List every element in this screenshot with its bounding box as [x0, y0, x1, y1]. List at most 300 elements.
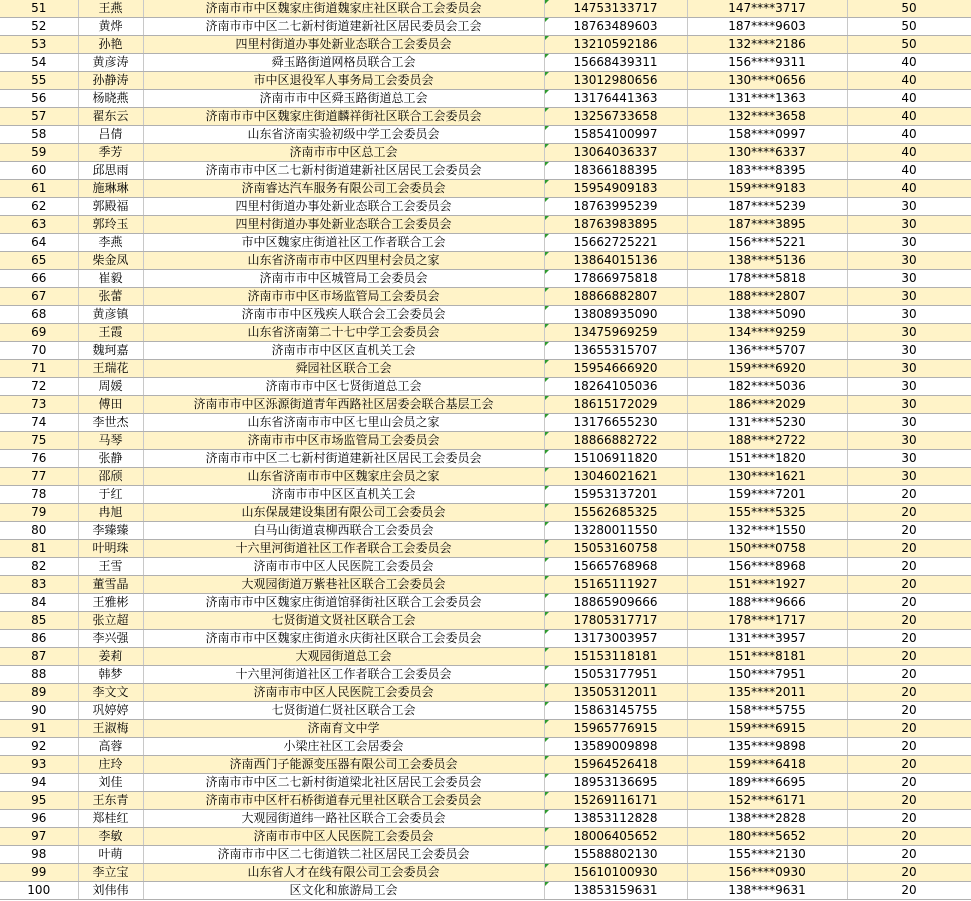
row-number-cell[interactable]: 98	[0, 846, 78, 864]
phone-cell[interactable]: 18366188395	[544, 162, 687, 180]
phone-cell[interactable]: 18763983895	[544, 216, 687, 234]
name-cell[interactable]: 王东青	[78, 792, 143, 810]
value-cell[interactable]: 40	[847, 180, 971, 198]
phone-cell[interactable]: 13280011550	[544, 522, 687, 540]
organization-cell[interactable]: 山东省济南市市中区七里山会员之家	[143, 414, 544, 432]
row-number-cell[interactable]: 93	[0, 756, 78, 774]
name-cell[interactable]: 李臻臻	[78, 522, 143, 540]
value-cell[interactable]: 20	[847, 666, 971, 684]
masked-phone-cell[interactable]: 156****5221	[687, 234, 847, 252]
name-cell[interactable]: 于红	[78, 486, 143, 504]
organization-cell[interactable]: 山东省济南市市中区魏家庄会员之家	[143, 468, 544, 486]
row-number-cell[interactable]: 75	[0, 432, 78, 450]
name-cell[interactable]: 叶萌	[78, 846, 143, 864]
name-cell[interactable]: 高蓉	[78, 738, 143, 756]
row-number-cell[interactable]: 65	[0, 252, 78, 270]
masked-phone-cell[interactable]: 151****1927	[687, 576, 847, 594]
organization-cell[interactable]: 十六里河街道社区工作者联合工会委员会	[143, 666, 544, 684]
masked-phone-cell[interactable]: 187****9603	[687, 18, 847, 36]
phone-cell[interactable]: 15106911820	[544, 450, 687, 468]
name-cell[interactable]: 孙艳	[78, 36, 143, 54]
row-number-cell[interactable]: 94	[0, 774, 78, 792]
value-cell[interactable]: 30	[847, 234, 971, 252]
masked-phone-cell[interactable]: 188****2807	[687, 288, 847, 306]
organization-cell[interactable]: 大观园街道万紫巷社区联合工会委员会	[143, 576, 544, 594]
phone-cell[interactable]: 15662725221	[544, 234, 687, 252]
value-cell[interactable]: 30	[847, 198, 971, 216]
name-cell[interactable]: 李敏	[78, 828, 143, 846]
value-cell[interactable]: 20	[847, 846, 971, 864]
organization-cell[interactable]: 济南市市中区杆石桥街道春元里社区联合工会委员会	[143, 792, 544, 810]
value-cell[interactable]: 30	[847, 414, 971, 432]
masked-phone-cell[interactable]: 138****9631	[687, 882, 847, 900]
row-number-cell[interactable]: 64	[0, 234, 78, 252]
masked-phone-cell[interactable]: 138****5136	[687, 252, 847, 270]
masked-phone-cell[interactable]: 159****7201	[687, 486, 847, 504]
phone-cell[interactable]: 13012980656	[544, 72, 687, 90]
row-number-cell[interactable]: 100	[0, 882, 78, 900]
row-number-cell[interactable]: 63	[0, 216, 78, 234]
row-number-cell[interactable]: 85	[0, 612, 78, 630]
organization-cell[interactable]: 舜园社区联合工会	[143, 360, 544, 378]
value-cell[interactable]: 30	[847, 450, 971, 468]
organization-cell[interactable]: 济南市市中区二七新村街道建新社区居民委员会工会	[143, 18, 544, 36]
row-number-cell[interactable]: 88	[0, 666, 78, 684]
phone-cell[interactable]: 15665768968	[544, 558, 687, 576]
value-cell[interactable]: 30	[847, 288, 971, 306]
row-number-cell[interactable]: 70	[0, 342, 78, 360]
row-number-cell[interactable]: 52	[0, 18, 78, 36]
row-number-cell[interactable]: 76	[0, 450, 78, 468]
masked-phone-cell[interactable]: 135****9898	[687, 738, 847, 756]
phone-cell[interactable]: 15562685325	[544, 504, 687, 522]
masked-phone-cell[interactable]: 135****2011	[687, 684, 847, 702]
organization-cell[interactable]: 舜玉路街道网格员联合工会	[143, 54, 544, 72]
row-number-cell[interactable]: 79	[0, 504, 78, 522]
value-cell[interactable]: 20	[847, 486, 971, 504]
masked-phone-cell[interactable]: 180****5652	[687, 828, 847, 846]
organization-cell[interactable]: 济南市市中区人民医院工会委员会	[143, 558, 544, 576]
value-cell[interactable]: 20	[847, 702, 971, 720]
phone-cell[interactable]: 13853112828	[544, 810, 687, 828]
name-cell[interactable]: 邵颀	[78, 468, 143, 486]
phone-cell[interactable]: 18615172029	[544, 396, 687, 414]
row-number-cell[interactable]: 72	[0, 378, 78, 396]
value-cell[interactable]: 20	[847, 594, 971, 612]
phone-cell[interactable]: 13864015136	[544, 252, 687, 270]
masked-phone-cell[interactable]: 159****6418	[687, 756, 847, 774]
organization-cell[interactable]: 济南育文中学	[143, 720, 544, 738]
masked-phone-cell[interactable]: 182****5036	[687, 378, 847, 396]
masked-phone-cell[interactable]: 132****1550	[687, 522, 847, 540]
name-cell[interactable]: 施琳琳	[78, 180, 143, 198]
phone-cell[interactable]: 14753133717	[544, 0, 687, 18]
organization-cell[interactable]: 济南市市中区泺源街道青年西路社区居委会联合基层工会	[143, 396, 544, 414]
name-cell[interactable]: 李兴强	[78, 630, 143, 648]
masked-phone-cell[interactable]: 188****9666	[687, 594, 847, 612]
value-cell[interactable]: 30	[847, 324, 971, 342]
name-cell[interactable]: 张立超	[78, 612, 143, 630]
name-cell[interactable]: 邱思雨	[78, 162, 143, 180]
organization-cell[interactable]: 四里村街道办事处新业态联合工会委员会	[143, 216, 544, 234]
row-number-cell[interactable]: 87	[0, 648, 78, 666]
masked-phone-cell[interactable]: 151****1820	[687, 450, 847, 468]
name-cell[interactable]: 王瑞花	[78, 360, 143, 378]
value-cell[interactable]: 20	[847, 522, 971, 540]
organization-cell[interactable]: 济南西门子能源变压器有限公司工会委员会	[143, 756, 544, 774]
phone-cell[interactable]: 13064036337	[544, 144, 687, 162]
masked-phone-cell[interactable]: 155****2130	[687, 846, 847, 864]
organization-cell[interactable]: 济南市市中区二七新村街道建新社区居民工会委员会	[143, 162, 544, 180]
row-number-cell[interactable]: 97	[0, 828, 78, 846]
masked-phone-cell[interactable]: 131****1363	[687, 90, 847, 108]
row-number-cell[interactable]: 66	[0, 270, 78, 288]
name-cell[interactable]: 庄玲	[78, 756, 143, 774]
value-cell[interactable]: 40	[847, 162, 971, 180]
row-number-cell[interactable]: 51	[0, 0, 78, 18]
phone-cell[interactable]: 13808935090	[544, 306, 687, 324]
phone-cell[interactable]: 13505312011	[544, 684, 687, 702]
row-number-cell[interactable]: 60	[0, 162, 78, 180]
name-cell[interactable]: 黄彦镇	[78, 306, 143, 324]
organization-cell[interactable]: 济南市市中区区直机关工会	[143, 486, 544, 504]
masked-phone-cell[interactable]: 132****3658	[687, 108, 847, 126]
name-cell[interactable]: 王雅彬	[78, 594, 143, 612]
masked-phone-cell[interactable]: 136****5707	[687, 342, 847, 360]
organization-cell[interactable]: 四里村街道办事处新业态联合工会委员会	[143, 198, 544, 216]
name-cell[interactable]: 周媛	[78, 378, 143, 396]
name-cell[interactable]: 崔毅	[78, 270, 143, 288]
phone-cell[interactable]: 13176441363	[544, 90, 687, 108]
masked-phone-cell[interactable]: 158****0997	[687, 126, 847, 144]
name-cell[interactable]: 孙静涛	[78, 72, 143, 90]
name-cell[interactable]: 郭殿福	[78, 198, 143, 216]
row-number-cell[interactable]: 69	[0, 324, 78, 342]
value-cell[interactable]: 30	[847, 342, 971, 360]
value-cell[interactable]: 40	[847, 72, 971, 90]
row-number-cell[interactable]: 74	[0, 414, 78, 432]
row-number-cell[interactable]: 73	[0, 396, 78, 414]
phone-cell[interactable]: 15965776915	[544, 720, 687, 738]
phone-cell[interactable]: 15053160758	[544, 540, 687, 558]
value-cell[interactable]: 20	[847, 648, 971, 666]
masked-phone-cell[interactable]: 150****7951	[687, 666, 847, 684]
organization-cell[interactable]: 十六里河街道社区工作者联合工会委员会	[143, 540, 544, 558]
value-cell[interactable]: 20	[847, 576, 971, 594]
organization-cell[interactable]: 济南睿达汽车服务有限公司工会委员会	[143, 180, 544, 198]
name-cell[interactable]: 黄烨	[78, 18, 143, 36]
value-cell[interactable]: 20	[847, 558, 971, 576]
masked-phone-cell[interactable]: 156****8968	[687, 558, 847, 576]
organization-cell[interactable]: 山东省济南实验初级中学工会委员会	[143, 126, 544, 144]
organization-cell[interactable]: 济南市市中区总工会	[143, 144, 544, 162]
organization-cell[interactable]: 济南市市中区市场监管局工会委员会	[143, 432, 544, 450]
row-number-cell[interactable]: 86	[0, 630, 78, 648]
phone-cell[interactable]: 15053177951	[544, 666, 687, 684]
name-cell[interactable]: 韩梦	[78, 666, 143, 684]
row-number-cell[interactable]: 82	[0, 558, 78, 576]
row-number-cell[interactable]: 59	[0, 144, 78, 162]
masked-phone-cell[interactable]: 158****5755	[687, 702, 847, 720]
organization-cell[interactable]: 济南市市中区魏家庄街道魏家庄社区联合工会委员会	[143, 0, 544, 18]
masked-phone-cell[interactable]: 130****1621	[687, 468, 847, 486]
masked-phone-cell[interactable]: 131****3957	[687, 630, 847, 648]
name-cell[interactable]: 柴金凤	[78, 252, 143, 270]
phone-cell[interactable]: 18953136695	[544, 774, 687, 792]
name-cell[interactable]: 冉旭	[78, 504, 143, 522]
row-number-cell[interactable]: 91	[0, 720, 78, 738]
organization-cell[interactable]: 四里村街道办事处新业态联合工会委员会	[143, 36, 544, 54]
organization-cell[interactable]: 七贤街道仁贤社区联合工会	[143, 702, 544, 720]
name-cell[interactable]: 黄彦涛	[78, 54, 143, 72]
row-number-cell[interactable]: 84	[0, 594, 78, 612]
masked-phone-cell[interactable]: 178****1717	[687, 612, 847, 630]
value-cell[interactable]: 40	[847, 144, 971, 162]
masked-phone-cell[interactable]: 134****9259	[687, 324, 847, 342]
masked-phone-cell[interactable]: 189****6695	[687, 774, 847, 792]
phone-cell[interactable]: 18866882722	[544, 432, 687, 450]
phone-cell[interactable]: 13475969259	[544, 324, 687, 342]
row-number-cell[interactable]: 62	[0, 198, 78, 216]
organization-cell[interactable]: 七贤街道文贤社区联合工会	[143, 612, 544, 630]
phone-cell[interactable]: 18763995239	[544, 198, 687, 216]
phone-cell[interactable]: 15953137201	[544, 486, 687, 504]
masked-phone-cell[interactable]: 152****6171	[687, 792, 847, 810]
name-cell[interactable]: 王雪	[78, 558, 143, 576]
row-number-cell[interactable]: 78	[0, 486, 78, 504]
organization-cell[interactable]: 大观园街道总工会	[143, 648, 544, 666]
organization-cell[interactable]: 山东省济南第二十七中学工会委员会	[143, 324, 544, 342]
value-cell[interactable]: 30	[847, 270, 971, 288]
row-number-cell[interactable]: 80	[0, 522, 78, 540]
phone-cell[interactable]: 13853159631	[544, 882, 687, 900]
organization-cell[interactable]: 济南市市中区二七新村街道建新社区居民工会委员会	[143, 450, 544, 468]
name-cell[interactable]: 吕倩	[78, 126, 143, 144]
value-cell[interactable]: 30	[847, 432, 971, 450]
name-cell[interactable]: 刘佳	[78, 774, 143, 792]
row-number-cell[interactable]: 56	[0, 90, 78, 108]
row-number-cell[interactable]: 57	[0, 108, 78, 126]
name-cell[interactable]: 魏珂嘉	[78, 342, 143, 360]
value-cell[interactable]: 20	[847, 756, 971, 774]
row-number-cell[interactable]: 67	[0, 288, 78, 306]
row-number-cell[interactable]: 92	[0, 738, 78, 756]
row-number-cell[interactable]: 53	[0, 36, 78, 54]
phone-cell[interactable]: 15668439311	[544, 54, 687, 72]
masked-phone-cell[interactable]: 131****5230	[687, 414, 847, 432]
phone-cell[interactable]: 18866882807	[544, 288, 687, 306]
phone-cell[interactable]: 18865909666	[544, 594, 687, 612]
row-number-cell[interactable]: 83	[0, 576, 78, 594]
organization-cell[interactable]: 山东省济南市市中区四里村会员之家	[143, 252, 544, 270]
value-cell[interactable]: 40	[847, 54, 971, 72]
row-number-cell[interactable]: 68	[0, 306, 78, 324]
value-cell[interactable]: 20	[847, 630, 971, 648]
masked-phone-cell[interactable]: 178****5818	[687, 270, 847, 288]
phone-cell[interactable]: 13589009898	[544, 738, 687, 756]
name-cell[interactable]: 王燕	[78, 0, 143, 18]
masked-phone-cell[interactable]: 156****0930	[687, 864, 847, 882]
row-number-cell[interactable]: 90	[0, 702, 78, 720]
phone-cell[interactable]: 15165111927	[544, 576, 687, 594]
row-number-cell[interactable]: 55	[0, 72, 78, 90]
masked-phone-cell[interactable]: 183****8395	[687, 162, 847, 180]
organization-cell[interactable]: 济南市市中区魏家庄街道麟祥街社区联合工会委员会	[143, 108, 544, 126]
phone-cell[interactable]: 18763489603	[544, 18, 687, 36]
organization-cell[interactable]: 市中区魏家庄街道社区工作者联合工会	[143, 234, 544, 252]
name-cell[interactable]: 李世杰	[78, 414, 143, 432]
masked-phone-cell[interactable]: 186****2029	[687, 396, 847, 414]
organization-cell[interactable]: 济南市市中区魏家庄街道馆驿街社区联合工会委员会	[143, 594, 544, 612]
name-cell[interactable]: 杨晓燕	[78, 90, 143, 108]
masked-phone-cell[interactable]: 150****0758	[687, 540, 847, 558]
name-cell[interactable]: 季芳	[78, 144, 143, 162]
masked-phone-cell[interactable]: 147****3717	[687, 0, 847, 18]
organization-cell[interactable]: 济南市市中区魏家庄街道永庆街社区联合工会委员会	[143, 630, 544, 648]
name-cell[interactable]: 张蕾	[78, 288, 143, 306]
phone-cell[interactable]: 15153118181	[544, 648, 687, 666]
row-number-cell[interactable]: 96	[0, 810, 78, 828]
organization-cell[interactable]: 济南市市中区七贤街道总工会	[143, 378, 544, 396]
row-number-cell[interactable]: 89	[0, 684, 78, 702]
row-number-cell[interactable]: 81	[0, 540, 78, 558]
value-cell[interactable]: 20	[847, 792, 971, 810]
masked-phone-cell[interactable]: 156****9311	[687, 54, 847, 72]
value-cell[interactable]: 20	[847, 882, 971, 900]
masked-phone-cell[interactable]: 132****2186	[687, 36, 847, 54]
value-cell[interactable]: 20	[847, 738, 971, 756]
row-number-cell[interactable]: 77	[0, 468, 78, 486]
name-cell[interactable]: 傅田	[78, 396, 143, 414]
masked-phone-cell[interactable]: 130****0656	[687, 72, 847, 90]
masked-phone-cell[interactable]: 159****6920	[687, 360, 847, 378]
name-cell[interactable]: 张静	[78, 450, 143, 468]
row-number-cell[interactable]: 71	[0, 360, 78, 378]
organization-cell[interactable]: 济南市市中区二七街道铁二社区居民工会委员会	[143, 846, 544, 864]
value-cell[interactable]: 30	[847, 468, 971, 486]
phone-cell[interactable]: 15954909183	[544, 180, 687, 198]
name-cell[interactable]: 李立宝	[78, 864, 143, 882]
organization-cell[interactable]: 山东省人才在线有限公司工会委员会	[143, 864, 544, 882]
name-cell[interactable]: 王淑梅	[78, 720, 143, 738]
name-cell[interactable]: 王霞	[78, 324, 143, 342]
phone-cell[interactable]: 13256733658	[544, 108, 687, 126]
value-cell[interactable]: 30	[847, 306, 971, 324]
name-cell[interactable]: 翟东云	[78, 108, 143, 126]
phone-cell[interactable]: 13176655230	[544, 414, 687, 432]
phone-cell[interactable]: 15954666920	[544, 360, 687, 378]
value-cell[interactable]: 20	[847, 810, 971, 828]
masked-phone-cell[interactable]: 187****3895	[687, 216, 847, 234]
value-cell[interactable]: 20	[847, 720, 971, 738]
name-cell[interactable]: 郑桂红	[78, 810, 143, 828]
organization-cell[interactable]: 济南市市中区舜玉路街道总工会	[143, 90, 544, 108]
organization-cell[interactable]: 济南市市中区二七新村街道梁北社区居民工会委员会	[143, 774, 544, 792]
masked-phone-cell[interactable]: 151****8181	[687, 648, 847, 666]
masked-phone-cell[interactable]: 159****6915	[687, 720, 847, 738]
value-cell[interactable]: 20	[847, 540, 971, 558]
phone-cell[interactable]: 13046021621	[544, 468, 687, 486]
phone-cell[interactable]: 17805317717	[544, 612, 687, 630]
name-cell[interactable]: 马琴	[78, 432, 143, 450]
name-cell[interactable]: 巩婷婷	[78, 702, 143, 720]
value-cell[interactable]: 30	[847, 360, 971, 378]
phone-cell[interactable]: 13173003957	[544, 630, 687, 648]
organization-cell[interactable]: 济南市市中区市场监管局工会委员会	[143, 288, 544, 306]
organization-cell[interactable]: 济南市市中区城管局工会委员会	[143, 270, 544, 288]
name-cell[interactable]: 姜莉	[78, 648, 143, 666]
organization-cell[interactable]: 小梁庄社区工会居委会	[143, 738, 544, 756]
masked-phone-cell[interactable]: 130****6337	[687, 144, 847, 162]
value-cell[interactable]: 40	[847, 90, 971, 108]
value-cell[interactable]: 20	[847, 774, 971, 792]
masked-phone-cell[interactable]: 138****2828	[687, 810, 847, 828]
value-cell[interactable]: 50	[847, 36, 971, 54]
phone-cell[interactable]: 15588802130	[544, 846, 687, 864]
value-cell[interactable]: 20	[847, 612, 971, 630]
phone-cell[interactable]: 15964526418	[544, 756, 687, 774]
value-cell[interactable]: 40	[847, 108, 971, 126]
value-cell[interactable]: 30	[847, 396, 971, 414]
name-cell[interactable]: 李燕	[78, 234, 143, 252]
masked-phone-cell[interactable]: 187****5239	[687, 198, 847, 216]
organization-cell[interactable]: 济南市市中区残疾人联合会工会委员会	[143, 306, 544, 324]
organization-cell[interactable]: 济南市市中区人民医院工会委员会	[143, 828, 544, 846]
phone-cell[interactable]: 15863145755	[544, 702, 687, 720]
organization-cell[interactable]: 济南市市中区区直机关工会	[143, 342, 544, 360]
phone-cell[interactable]: 15269116171	[544, 792, 687, 810]
row-number-cell[interactable]: 61	[0, 180, 78, 198]
phone-cell[interactable]: 13655315707	[544, 342, 687, 360]
organization-cell[interactable]: 大观园街道纬一路社区联合工会委员会	[143, 810, 544, 828]
name-cell[interactable]: 郭玲玉	[78, 216, 143, 234]
row-number-cell[interactable]: 58	[0, 126, 78, 144]
phone-cell[interactable]: 18264105036	[544, 378, 687, 396]
value-cell[interactable]: 40	[847, 126, 971, 144]
phone-cell[interactable]: 13210592186	[544, 36, 687, 54]
name-cell[interactable]: 叶明珠	[78, 540, 143, 558]
row-number-cell[interactable]: 54	[0, 54, 78, 72]
value-cell[interactable]: 30	[847, 378, 971, 396]
organization-cell[interactable]: 市中区退役军人事务局工会委员会	[143, 72, 544, 90]
name-cell[interactable]: 李文文	[78, 684, 143, 702]
masked-phone-cell[interactable]: 155****5325	[687, 504, 847, 522]
name-cell[interactable]: 董雪晶	[78, 576, 143, 594]
value-cell[interactable]: 30	[847, 252, 971, 270]
value-cell[interactable]: 50	[847, 18, 971, 36]
phone-cell[interactable]: 15854100997	[544, 126, 687, 144]
row-number-cell[interactable]: 99	[0, 864, 78, 882]
value-cell[interactable]: 20	[847, 864, 971, 882]
organization-cell[interactable]: 区文化和旅游局工会	[143, 882, 544, 900]
value-cell[interactable]: 30	[847, 216, 971, 234]
value-cell[interactable]: 20	[847, 684, 971, 702]
name-cell[interactable]: 刘伟伟	[78, 882, 143, 900]
row-number-cell[interactable]: 95	[0, 792, 78, 810]
value-cell[interactable]: 50	[847, 0, 971, 18]
masked-phone-cell[interactable]: 138****5090	[687, 306, 847, 324]
phone-cell[interactable]: 18006405652	[544, 828, 687, 846]
phone-cell[interactable]: 15610100930	[544, 864, 687, 882]
value-cell[interactable]: 20	[847, 504, 971, 522]
phone-cell[interactable]: 17866975818	[544, 270, 687, 288]
masked-phone-cell[interactable]: 188****2722	[687, 432, 847, 450]
organization-cell[interactable]: 山东保晟建设集团有限公司工会委员会	[143, 504, 544, 522]
masked-phone-cell[interactable]: 159****9183	[687, 180, 847, 198]
value-cell[interactable]: 20	[847, 828, 971, 846]
organization-cell[interactable]: 白马山街道袁柳西联合工会委员会	[143, 522, 544, 540]
organization-cell[interactable]: 济南市市中区人民医院工会委员会	[143, 684, 544, 702]
